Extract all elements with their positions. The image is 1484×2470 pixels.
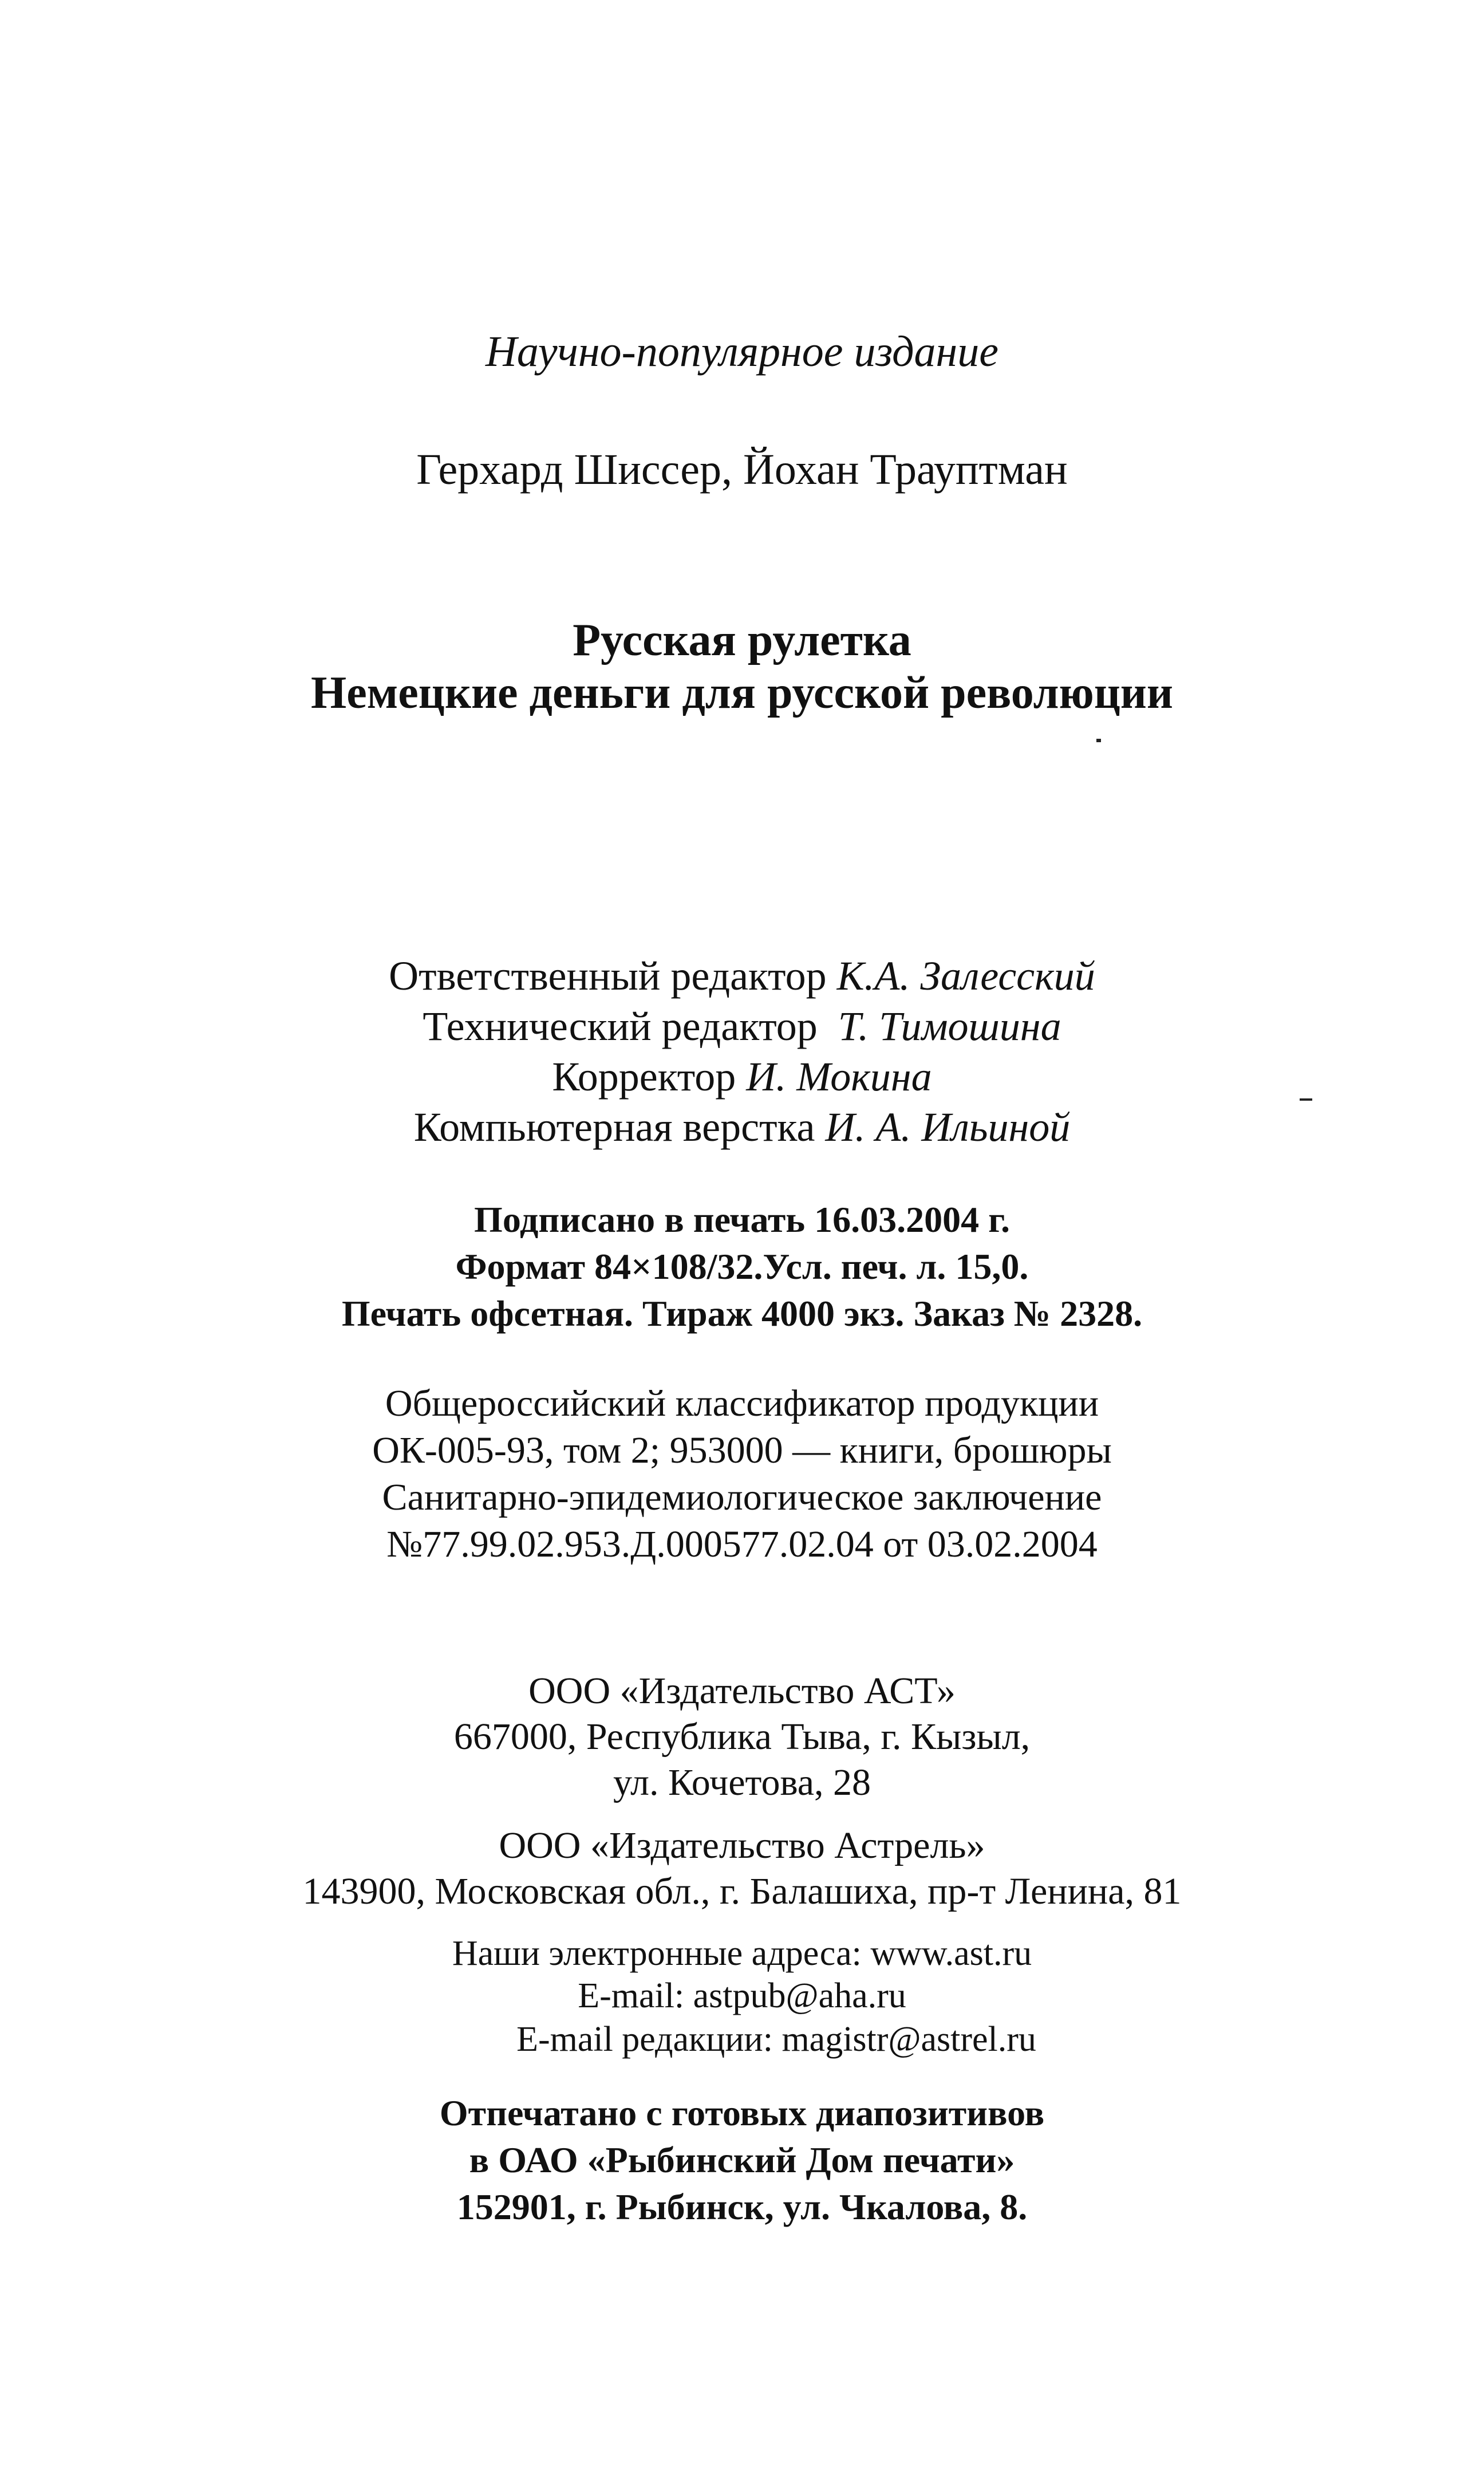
contact-email: E-mail: astpub@aha.ru [578,1976,906,2015]
credit-person: К.А. Залесский [836,953,1095,999]
credit-person: И. А. Ильиной [825,1104,1071,1150]
contact-editor-email: E-mail редакции: magistr@astrel.ru [516,2020,1036,2059]
classification-line: №77.99.02.953.Д.000577.02.04 от 03.02.2004 [386,1523,1098,1565]
publisher-ast-name: ООО «Издательство АСТ» [528,1670,956,1712]
credit-role: Ответственный редактор [389,953,827,999]
classification-line: ОК-005-93, том 2; 953000 — книги, брошюры [372,1429,1112,1471]
authors-line: Герхард Шиссер, Йохан Трауптман [416,446,1068,494]
classification-line: Общероссийский классификатор продукции [385,1382,1099,1424]
credit-technical-editor [0,1003,1484,1049]
book-title: Русская рулетка [573,615,911,665]
print-info-signed: Подписано в печать 16.03.2004 г. [474,1199,1010,1240]
genre-line: Научно-популярное издание [485,328,998,376]
printer-line: в ОАО «Рыбинский Дом печати» [469,2140,1015,2180]
book-subtitle: Немецкие деньги для русской революции [311,668,1173,718]
scan-speck [1300,1098,1312,1101]
credit-layout [0,1106,1484,1148]
scan-speck [1096,739,1101,742]
credit-person: И. Мокина [746,1054,932,1100]
credit-responsible-editor [0,953,1484,999]
credit-role: Компьютерная верстка [413,1104,815,1150]
print-info-format: Формат 84×108/32.Усл. печ. л. 15,0. [455,1246,1029,1287]
publisher-ast-address: 667000, Республика Тыва, г. Кызыл, [453,1716,1031,1758]
publisher-ast-street: ул. Кочетова, 28 [613,1762,871,1803]
printer-line: Отпечатано с готовых диапозитивов [439,2093,1045,2133]
credit-person: Т. Тимошина [838,1003,1061,1049]
printer-line: 152901, г. Рыбинск, ул. Чкалова, 8. [456,2187,1028,2227]
credit-role: Технический редактор [423,1003,818,1049]
credit-role: Корректор [552,1054,736,1100]
publisher-astrel-name: ООО «Издательство Астрель» [499,1825,985,1866]
contact-web: Наши электронные адреса: www.ast.ru [452,1934,1032,1973]
credit-proofreader [0,1054,1484,1100]
classification-line: Санитарно-эпидемиологическое заключение [382,1476,1102,1518]
print-info-run: Печать офсетная. Тираж 4000 экз. Заказ № 2328. [341,1293,1143,1334]
publisher-astrel-address: 143900, Московская обл., г. Балашиха, пр-т Ленина, 81 [302,1870,1182,1912]
